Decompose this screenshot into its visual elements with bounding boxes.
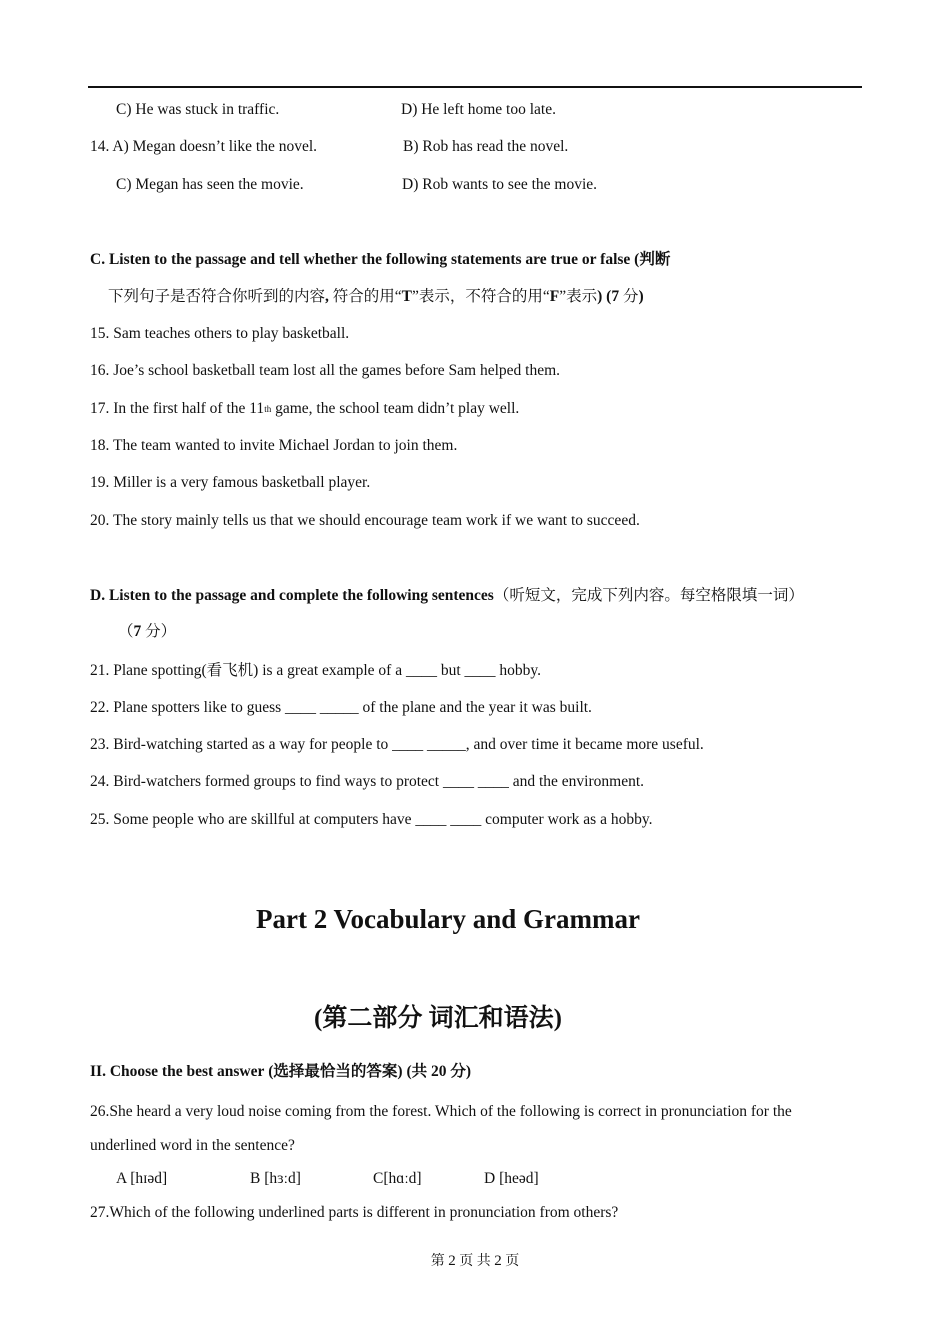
question-18: 18. The team wanted to invite Michael Jordan to join them.	[90, 437, 458, 454]
q14-option-a: 14. A) Megan doesn’t like the novel.	[90, 138, 318, 155]
page-footer	[0, 1251, 950, 1272]
question-21: 21. Plane spotting(看飞机) is a great example of a ____ but ____ hobby.	[90, 662, 541, 679]
section-ii-heading-cn: (选择最恰当的答案)	[268, 1063, 403, 1080]
q26-option-b: B [hɜːd]	[250, 1170, 301, 1187]
question-15: 15. Sam teaches others to play basketball.	[90, 325, 350, 342]
footer-pre: 第	[430, 1254, 449, 1269]
footer-mid: 页 共	[455, 1254, 495, 1269]
part2-title: Part 2 Vocabulary and Grammar	[256, 904, 640, 934]
section-ii-heading-en: II. Choose the best answer	[90, 1063, 265, 1080]
q26-option-a: A [hɪəd]	[116, 1170, 168, 1187]
question-17	[90, 399, 519, 419]
part2-subtitle: (第二部分 词汇和语法)	[314, 1005, 562, 1032]
question-24: 24. Bird-watchers formed groups to find ways to protect ____ ____ and the environment.	[90, 773, 645, 790]
header-rule	[88, 86, 862, 88]
section-ii-score-close: 分)	[446, 1063, 472, 1080]
section-c-mark1: 符合的用“	[332, 288, 402, 305]
section-d-heading	[90, 586, 804, 606]
q14-option-b: B) Rob has read the novel.	[403, 138, 569, 155]
question-19: 19. Miller is a very famous basketball player.	[90, 474, 371, 491]
section-c-mark2: ”表示，不符合的用“	[412, 288, 550, 305]
question-26-line1: 26.She heard a very loud noise coming from the forest. Which of the following is correct in pronunciation for the	[90, 1103, 792, 1120]
section-c-heading-cn: (判断	[634, 251, 671, 268]
q14-option-c: C) Megan has seen the movie.	[116, 176, 304, 193]
question-20: 20. The story mainly tells us that we should encourage team work if we want to succeed.	[90, 512, 640, 529]
question-16: 16. Joe’s school basketball team lost all the games before Sam helped them.	[90, 362, 561, 379]
section-d-score-close: 分）	[141, 623, 177, 640]
section-ii-score-open: (共	[402, 1063, 431, 1080]
question-27: 27.Which of the following underlined parts is different in pronunciation from others?	[90, 1204, 619, 1221]
section-c-heading-line2	[108, 287, 644, 307]
q14-option-d: D) Rob wants to see the movie.	[402, 176, 598, 193]
section-c-score-unit: 分	[622, 288, 639, 305]
section-d-score	[118, 622, 176, 642]
section-ii-heading	[90, 1062, 471, 1082]
footer-post: 页	[501, 1254, 520, 1269]
section-c-score-open: ) (7	[597, 288, 623, 305]
question-23: 23. Bird-watching started as a way for people to ____ _____, and over time it became more useful.	[90, 736, 704, 753]
question-17-sup: th	[264, 404, 272, 414]
section-c-heading	[90, 250, 670, 270]
q13-option-d: D) He left home too late.	[401, 101, 556, 118]
section-d-score-open: （	[118, 623, 134, 640]
question-26-line2: underlined word in the sentence?	[90, 1137, 295, 1154]
section-d-heading-en: D. Listen to the passage and complete the following sentences	[90, 587, 494, 604]
section-c-comma: ,	[325, 288, 333, 305]
section-c-false-letter: F	[549, 288, 560, 305]
section-d-heading-cn: （听短文，完成下列内容。每空格限填一词）	[493, 587, 804, 604]
question-25: 25. Some people who are skillful at computers have ____ ____ computer work as a hobby.	[90, 811, 653, 828]
question-17-post: game, the school team didn’t play well.	[271, 400, 520, 417]
section-c-mark3: ”表示	[559, 288, 598, 305]
section-ii-score-num: 20	[431, 1063, 447, 1080]
q13-option-c: C) He was stuck in traffic.	[116, 101, 280, 118]
section-d-score-num: 7	[133, 623, 142, 640]
section-c-heading-en: C. Listen to the passage and tell whether the following statements are true or false	[90, 251, 631, 268]
section-c-score-close: )	[638, 288, 644, 305]
section-c-instr: 下列句子是否符合你听到的内容	[108, 288, 326, 305]
question-17-pre: 17. In the first half of the 11	[90, 400, 265, 417]
q26-option-d: D [heəd]	[484, 1170, 539, 1187]
footer-total-pages: 2	[494, 1253, 502, 1269]
section-c-true-letter: T	[401, 288, 412, 305]
q26-option-c: C[hɑːd]	[373, 1170, 422, 1187]
footer-page-number: 2	[448, 1253, 456, 1269]
question-22: 22. Plane spotters like to guess ____ _____ of the plane and the year it was built.	[90, 699, 592, 716]
